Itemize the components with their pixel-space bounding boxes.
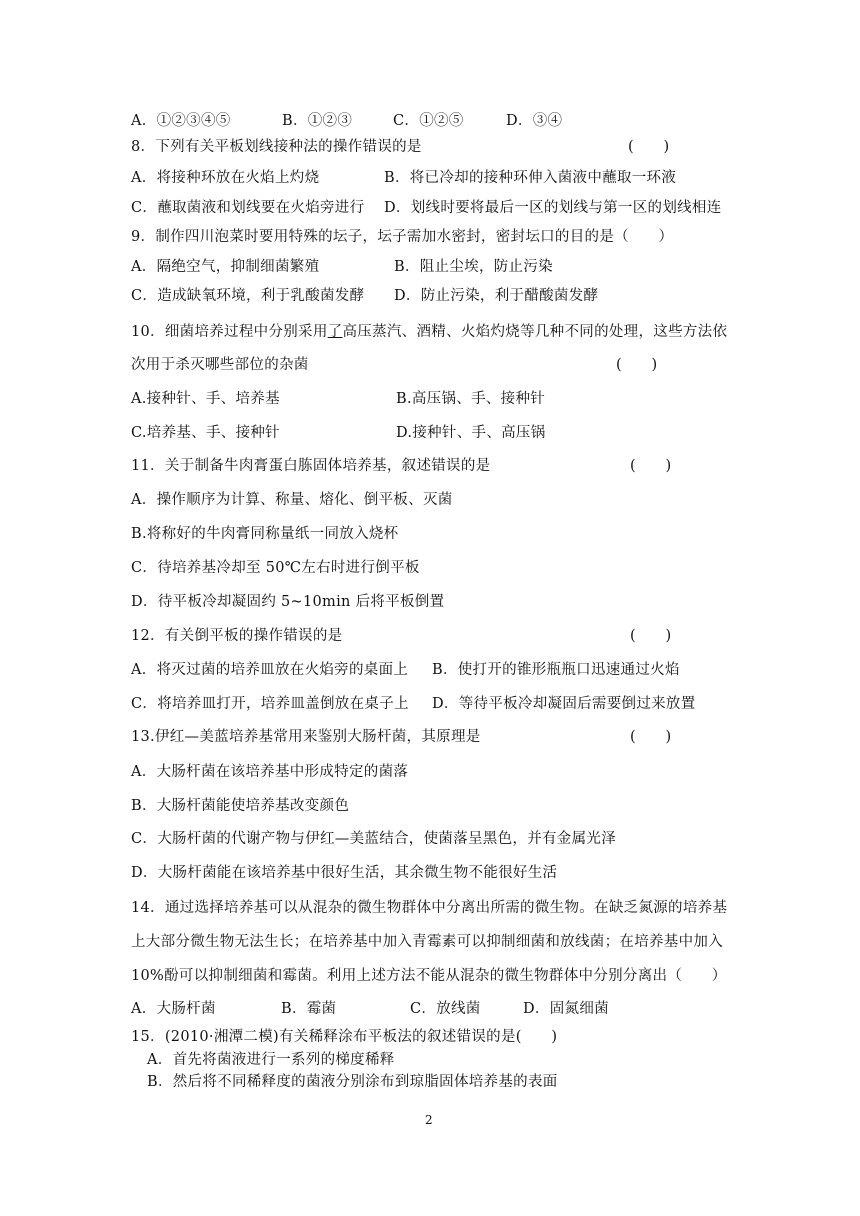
q8-option-d: D．划线时要将最后一区的划线与第一区的划线相连 [384,200,722,216]
q10-stem-part2: 高压蒸汽、酒精、火焰灼烧等几种不同的处理，这些方法依 [342,324,728,340]
q14-option-a: A．大肠杆菌 [131,1001,216,1017]
q14-option-d: D．固氮细菌 [523,1001,609,1017]
q9-options-cd [131,286,598,306]
q10-option-c: C.培养基、手、接种针 [131,425,280,441]
q10-option-d: D.接种针、手、高压锅 [396,425,546,441]
q14-option-b: B．霉菌 [281,1001,337,1017]
q8-options-cd [131,198,722,218]
q14-stem-line3: 10%酚可以抑制细菌和霉菌。利用上述方法不能从混杂的微生物群体中分别分离出（ ） [131,968,727,984]
q8-option-b: B．将已冷却的接种环伸入菌液中蘸取一环液 [384,170,677,186]
q7-option-c: C．①②⑤ [393,113,464,129]
q7-option-b: B．①②③ [282,113,353,129]
q13-option-d: D．大肠杆菌能在该培养基中很好生活，其余微生物不能很好生活 [131,865,558,881]
q13-option-b: B．大肠杆菌能使培养基改变颜色 [131,798,350,814]
q10-option-a: A.接种针、手、培养基 [131,391,280,407]
q9-options-ab [131,257,553,277]
page-number: 2 [425,1113,433,1127]
q11-option-c: C．待培养基冷却至 50℃左右时进行倒平板 [131,560,420,576]
q9-option-b: B．阻止尘埃，防止污染 [394,259,553,275]
q13-option-a: A．大肠杆菌在该培养基中形成特定的菌落 [131,764,409,780]
q12-options-ab [131,660,680,680]
q13-answer-paren: ( ) [630,729,672,745]
q13-stem-text: 13.伊红—美蓝培养基常用来鉴别大肠杆菌，其原理是 [131,729,481,745]
q12-option-c: C．将培养皿打开，培养皿盖倒放在桌子上 [131,696,409,712]
q10-stem-underlined: 了 [327,324,343,340]
q8-stem-text: 8．下列有关平板划线接种法的操作错误的是 [131,139,422,155]
q8-answer-paren: ( ) [628,139,670,155]
q7-option-a: A．①②③④⑤ [131,113,231,129]
q8-options-ab [131,168,676,188]
q14-stem-line1: 14．通过选择培养基可以从混杂的微生物群体中分离出所需的微生物。在缺乏氮源的培养基 [131,900,728,916]
q10-options-cd [131,423,546,443]
q8-option-a: A．将接种环放在火焰上灼烧 [131,170,320,186]
q10-answer-paren: ( ) [616,357,658,373]
q10-stem-line2 [131,355,658,375]
q13-stem [131,727,672,747]
q10-stem-part1: 10．细菌培养过程中分别采用 [131,324,328,340]
q12-options-cd [131,694,696,714]
q15-stem: 15．(2010·湘潭二模)有关稀释涂布平板法的叙述错误的是( ) [131,1029,558,1045]
q10-stem-line1 [131,322,727,342]
q10-options-ab [131,389,545,409]
q10-option-b: B.高压锅、手、接种针 [396,391,546,407]
q12-option-d: D．等待平板冷却凝固后需要倒过来放置 [432,696,696,712]
q9-option-c: C．造成缺氧环境，利于乳酸菌发酵 [131,288,365,304]
q15-option-b: B．然后将不同稀释度的菌液分别涂布到琼脂固体培养基的表面 [147,1074,558,1090]
q9-option-d: D．防止污染，利于醋酸菌发酵 [394,288,599,304]
q11-stem [131,456,672,476]
q11-answer-paren: ( ) [630,458,672,474]
q11-stem-text: 11．关于制备牛肉膏蛋白胨固体培养基，叙述错误的是 [131,458,491,474]
q14-stem-line2: 上大部分微生物无法生长；在培养基中加入青霉素可以抑制细菌和放线菌；在培养基中加入 [131,934,723,950]
q7-options [131,111,562,131]
q12-answer-paren: ( ) [630,628,672,644]
q12-stem [131,626,672,646]
q8-option-c: C．蘸取菌液和划线要在火焰旁进行 [131,200,365,216]
q9-stem: 9．制作四川泡菜时要用特殊的坛子，坛子需加水密封，密封坛口的目的是（ ） [131,229,674,245]
q13-option-c: C．大肠杆菌的代谢产物与伊红—美蓝结合，使菌落呈黑色，并有金属光泽 [131,831,616,847]
q8-stem [131,137,670,157]
q11-option-d: D．待平板冷却凝固约 5~10min 后将平板倒置 [131,594,445,610]
q15-option-a: A．首先将菌液进行一系列的梯度稀释 [147,1052,395,1068]
q14-option-c: C．放线菌 [410,1001,481,1017]
q11-option-a: A．操作顺序为计算、称量、熔化、倒平板、灭菌 [131,492,453,508]
q14-options [131,999,609,1019]
q10-stem-line2-text: 次用于杀灭哪些部位的杂菌 [131,357,309,373]
q12-option-b: B．使打开的锥形瓶瓶口迅速通过火焰 [432,662,680,678]
q11-option-b: B.将称好的牛肉膏同称量纸一同放入烧杯 [131,526,399,542]
q7-option-d: D．③④ [506,113,563,129]
q9-option-a: A．隔绝空气，抑制细菌繁殖 [131,259,320,275]
q12-option-a: A．将灭过菌的培养皿放在火焰旁的桌面上 [131,662,409,678]
q12-stem-text: 12．有关倒平板的操作错误的是 [131,628,343,644]
